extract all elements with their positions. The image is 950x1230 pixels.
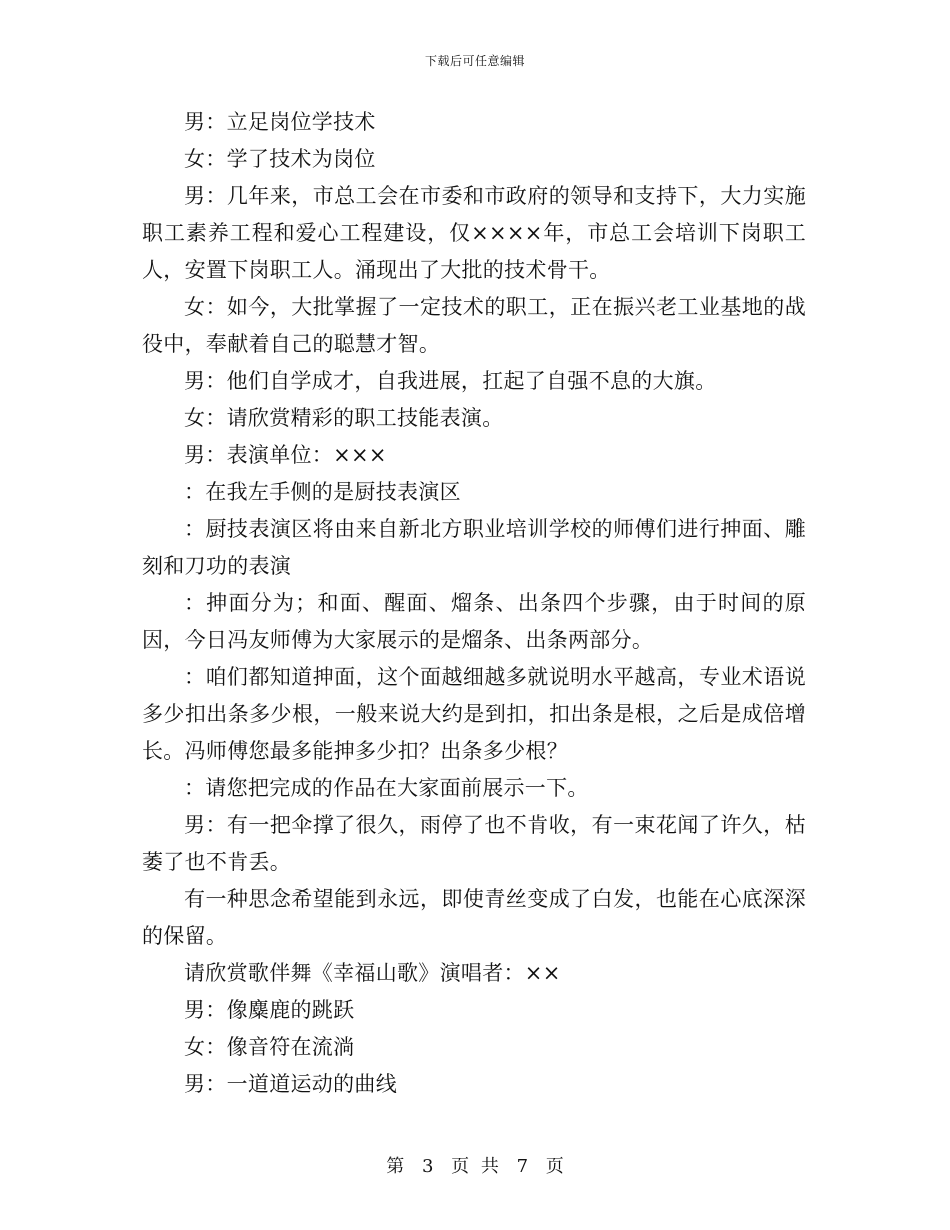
paragraph: 有一种思念希望能到永远，即使青丝变成了白发，也能在心底深深的保留。 [142,887,806,948]
paragraph: 男：几年来，市总工会在市委和市政府的领导和支持下，大力实施职工素养工程和爱心工程建设，仅××××年，市总工会培训下岗职工人，安置下岗职工人。涌现出了大批的技术骨干。 [142,184,806,282]
page-number: 3 [421,1156,434,1177]
page-footer [0,1155,950,1179]
paragraph: 女：请欣赏精彩的职工技能表演。 [184,406,504,430]
page-header: 下载后可任意编辑 [424,54,525,68]
paragraph: ：咱们都知道抻面，这个面越细越多就说明水平越高，专业术语说多少扣出条多少根，一般来说大约是到扣，扣出条是根，之后是成倍增长。冯师傅您最多能抻多少扣？出条多少根？ [142,665,806,763]
page-total: 7 [516,1156,529,1177]
paragraph: 男：像麋鹿的跳跃 [184,998,355,1022]
page-content [142,104,806,1103]
paragraph: 请欣赏歌伴舞《幸福山歌》演唱者：×× [184,961,561,985]
paragraph: ：请您把完成的作品在大家面前展示一下。 [184,776,589,800]
paragraph: 女：像音符在流淌 [184,1035,355,1059]
paragraph: 男：一道道运动的曲线 [184,1072,397,1096]
paragraph: 女：学了技术为岗位 [184,147,376,171]
paragraph: 男：立足岗位学技术 [184,110,376,134]
page-footer-suffix: 页 [545,1156,564,1177]
paragraph: ：厨技表演区将由来自新北方职业培训学校的师傅们进行抻面、雕刻和刀功的表演 [142,517,806,578]
paragraph: 女：如今，大批掌握了一定技术的职工，正在振兴老工业基地的战役中，奉献着自己的聪慧才智。 [142,295,806,356]
page-footer-middle: 页 共 [451,1156,499,1177]
paragraph: ：在我左手侧的是厨技表演区 [184,480,461,504]
paragraph: ：抻面分为；和面、醒面、熘条、出条四个步骤，由于时间的原因，今日冯友师傅为大家展示的是熘条、出条两部分。 [142,591,806,652]
paragraph: 男：表演单位：××× [184,443,387,467]
paragraph: 男：有一把伞撑了很久，雨停了也不肯收，有一束花闻了许久，枯萎了也不肯丢。 [142,813,806,874]
paragraph: 男：他们自学成才，自我进展，扛起了自强不息的大旗。 [184,369,717,393]
page-footer-prefix: 第 [386,1156,405,1177]
